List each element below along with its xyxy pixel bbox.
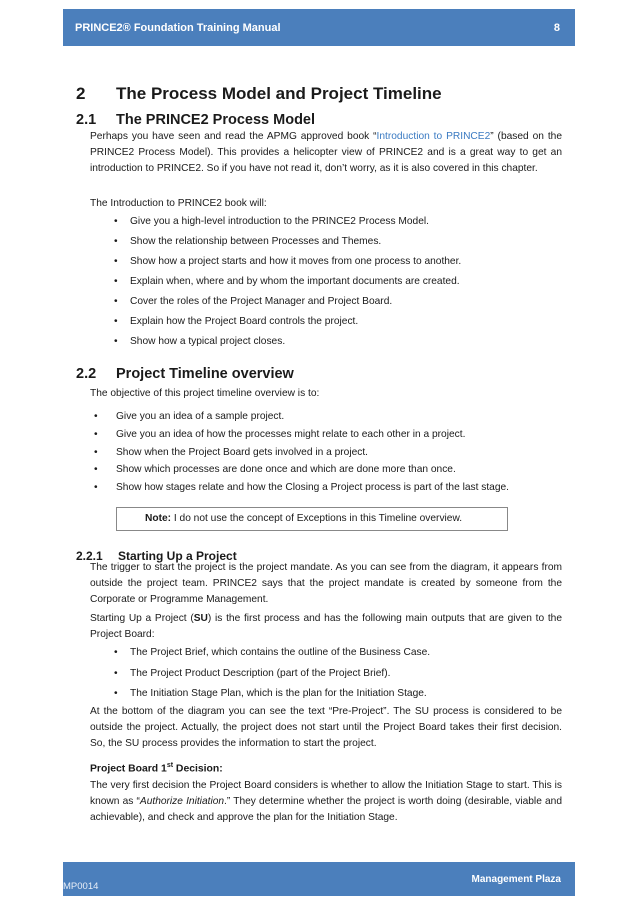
list-item: • Explain when, where and by whom the important documents are created. xyxy=(130,274,461,294)
list-item: • The Project Brief, which contains the outline of the Business Case. xyxy=(130,645,430,666)
list-item: • Show how a project starts and how it moves from one process to another. xyxy=(130,254,461,274)
su-outputs-paragraph: Starting Up a Project (SU) is the first process and has the following main outputs that are given to the Project Board: xyxy=(90,613,563,640)
intro-paragraph: Perhaps you have seen and read the APMG approved book “Introduction to PRINCE2” (based on the PRINCE2 Process Model). This provides a helicopter view of PRINCE2 and is a great way to get an introduction to PRINCE2. So if you have not read it, don’t worry, as it is also covered in this chapter. xyxy=(90,131,562,174)
page-number: 8 xyxy=(553,22,560,34)
header-title: PRINCE2® Foundation Training Manual xyxy=(75,22,281,34)
list-item: • Explain how the Project Board controls the project. xyxy=(130,314,461,334)
note-text: I do not use the concept of Exceptions in this Timeline overview. xyxy=(171,513,463,524)
document-code: MP0014 xyxy=(63,881,99,892)
publisher-name: Management Plaza xyxy=(471,874,561,885)
section-number: 2.1 xyxy=(76,112,97,128)
list-item: • Show how stages relate and how the Closing a Project process is part of the last stage. xyxy=(116,480,509,498)
mandate-paragraph: The trigger to start the project is the project mandate. As you can see from the diagram, it appears from outside the project team. PRINCE2 says that the project mandate is created by someone from the Corporate or Programme Management. xyxy=(90,562,562,605)
list-item: • Give you a high-level introduction to the PRINCE2 Process Model. xyxy=(130,214,461,234)
list-item: • Show which processes are done once and which are done more than once. xyxy=(116,462,509,480)
authorize-initiation-paragraph: The very first decision the Project Board considers is whether to allow the Initiation Stage to start. This is known as “Authorize Initiation.” They determine whether the project is worth doing (desirable, viable and achievable), and check and approve the plan for the Initiation Stage. xyxy=(90,780,563,823)
page-footer xyxy=(63,862,575,896)
section-heading-2-2 xyxy=(76,366,294,382)
subsection-number: 2.2.1 xyxy=(76,549,103,563)
list-item: • Show when the Project Board gets involved in a project. xyxy=(116,445,509,463)
list-item: • Show the relationship between Processes and Themes. xyxy=(130,234,461,254)
note-label: Note: xyxy=(145,513,172,524)
su-outputs-list xyxy=(130,645,430,707)
chapter-number: 2 xyxy=(76,84,86,103)
chapter-heading xyxy=(76,84,442,104)
section-heading-2-1 xyxy=(76,112,315,128)
section-title: Project Timeline overview xyxy=(116,366,294,382)
decision-subheading: Project Board 1st Decision: xyxy=(90,762,223,775)
list-item: • Give you an idea of a sample project. xyxy=(116,409,509,427)
section-number: 2.2 xyxy=(76,366,97,382)
section-title: The PRINCE2 Process Model xyxy=(116,112,316,128)
chapter-title: The Process Model and Project Timeline xyxy=(116,84,442,103)
page-header xyxy=(63,9,575,46)
list-item: • Show how a typical project closes. xyxy=(130,334,461,354)
timeline-bullet-list xyxy=(116,409,509,498)
pre-project-paragraph: At the bottom of the diagram you can see the text “Pre-Project”. The SU process is considered to be outside the project. Actually, the project does not start until the Project Board takes their first decision. So, the SU process provides the information to start the project. xyxy=(90,706,562,749)
list-item: • The Initiation Stage Plan, which is the plan for the Initiation Stage. xyxy=(130,686,430,707)
list-item: • Cover the roles of the Project Manager and Project Board. xyxy=(130,294,461,314)
book-link[interactable]: Introduction to PRINCE2 xyxy=(376,131,491,142)
book-bullet-list xyxy=(130,214,461,354)
book-lead-paragraph: The Introduction to PRINCE2 book will: xyxy=(90,198,267,209)
subsection-title: Starting Up a Project xyxy=(118,549,237,563)
note-box xyxy=(116,507,508,531)
list-item: • The Project Product Description (part of the Project Brief). xyxy=(130,666,430,687)
timeline-lead-paragraph: The objective of this project timeline overview is to: xyxy=(90,388,320,399)
list-item: • Give you an idea of how the processes might relate to each other in a project. xyxy=(116,427,509,445)
